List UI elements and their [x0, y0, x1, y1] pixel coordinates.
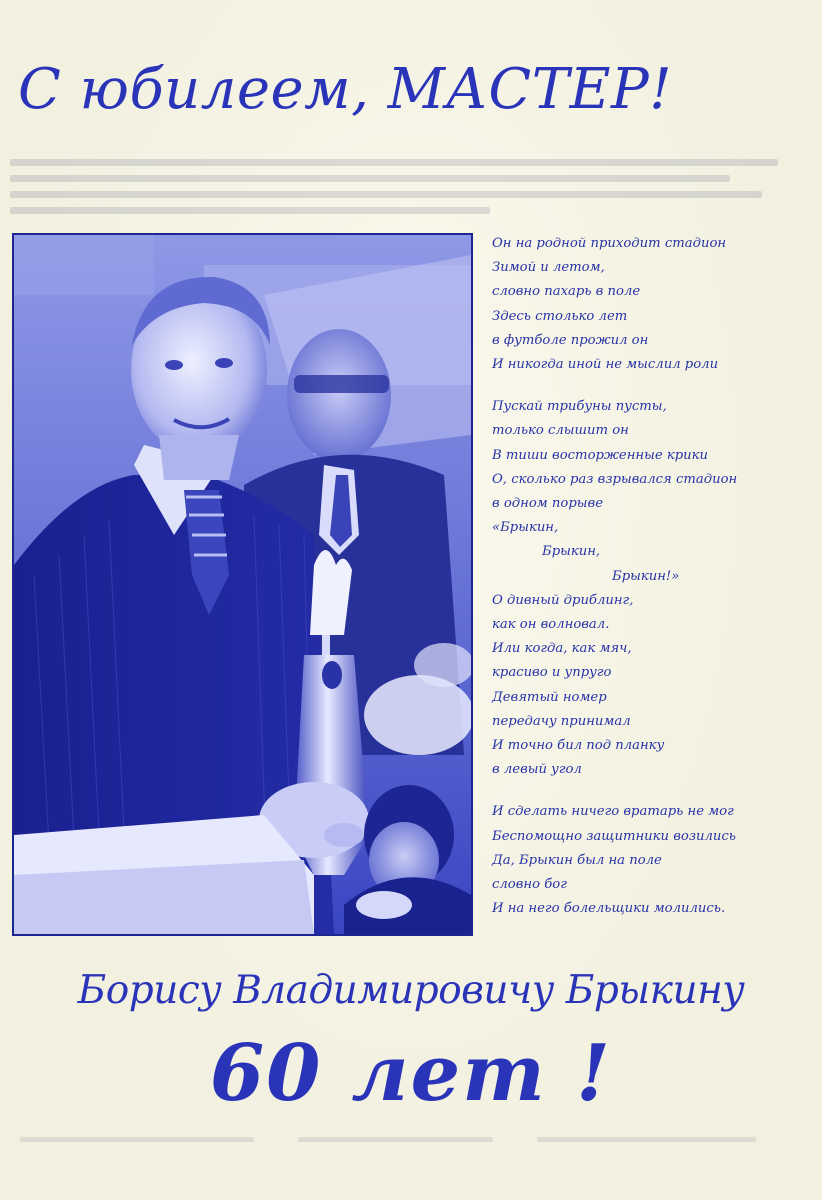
dedication-age: 60 лет ! [209, 1028, 613, 1119]
poem-line: передачу принимал [492, 713, 631, 729]
poem-line: Пускай трибуны пусты, [492, 399, 667, 415]
page-title: С юбилеем, МАСТЕР! [18, 57, 673, 122]
poem-line: только слышит он [492, 423, 629, 439]
poem-line: «Брыкин, [492, 520, 559, 536]
poem-line: О, сколько раз взрывался стадион [492, 471, 738, 487]
bleed-through-footer [20, 1128, 800, 1168]
poem-stanza-2 [492, 395, 810, 782]
poem-line: О дивный дриблинг, [492, 592, 634, 608]
poem-line: словно пахарь в поле [492, 284, 641, 300]
poem-line: красиво и упруго [492, 665, 612, 681]
poem-line: И сделать ничего вратарь не мог [492, 804, 734, 820]
poem-line: Он на родной приходит стадион [492, 236, 727, 251]
poem-line: в левый угол [492, 762, 582, 778]
poem-line: И на него болельщики молились. [492, 901, 726, 917]
poem-line: как он волновал. [492, 617, 610, 633]
poem [492, 232, 810, 939]
poem-line: Да, Брыкин был на поле [492, 852, 662, 868]
poem-line: в футболе прожил он [492, 332, 649, 348]
dedication-name: Борису Владимировичу Брыкину [77, 968, 745, 1013]
bleed-through-text [10, 150, 810, 230]
poem-line: И никогда иной не мыслил роли [492, 357, 719, 373]
poem-line: в одном порыве [492, 496, 604, 512]
poem-line: Зимой и летом, [492, 260, 605, 276]
poem-line: Брыкин!» [612, 568, 680, 584]
poem-line: И точно бил под планку [492, 738, 665, 754]
poem-line: В тиши восторженные крики [492, 447, 709, 463]
portrait-photo [12, 233, 473, 936]
poem-line: Или когда, как мяч, [492, 641, 632, 657]
poem-line: словно бог [492, 877, 567, 893]
poem-line: Девятый номер [492, 689, 607, 705]
poem-line: Здесь столько лет [492, 308, 628, 324]
poem-stanza-1 [492, 232, 810, 377]
poem-stanza-3 [492, 800, 810, 921]
poem-line: Брыкин, [542, 544, 601, 560]
poem-line: Беспомощно защитники возились [492, 828, 736, 844]
